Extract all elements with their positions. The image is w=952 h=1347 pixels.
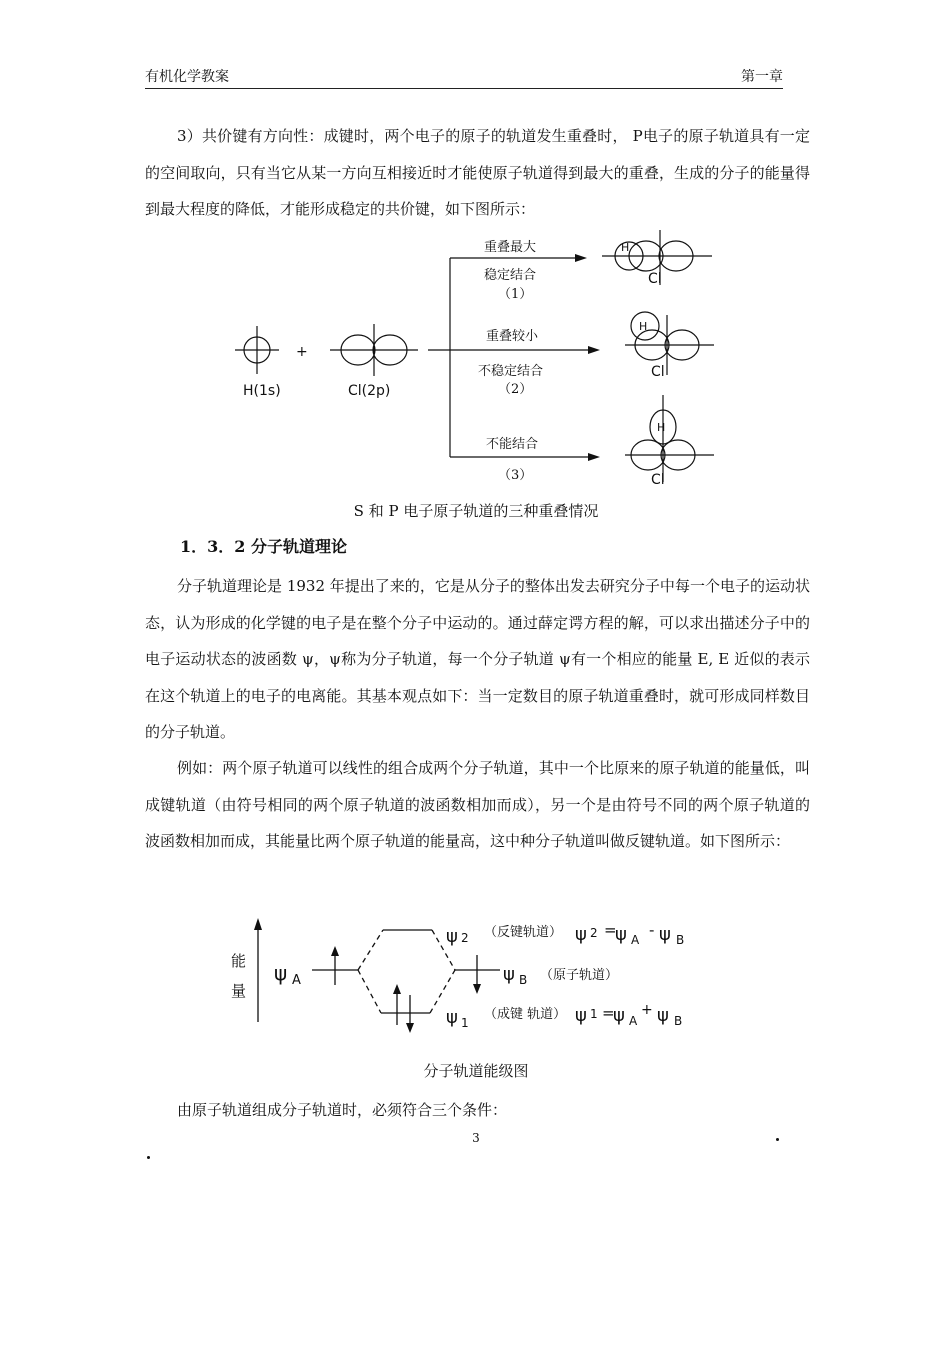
svg-text:B: B: [674, 1014, 683, 1028]
svg-text:=: =: [604, 921, 617, 939]
arrowhead-2: [588, 346, 600, 354]
psi-a-symbol: ψ: [274, 961, 288, 985]
page-dot-left: [147, 1156, 150, 1159]
psi-a-electron-up: [331, 946, 339, 956]
psi-2-symbol: ψ: [446, 926, 458, 947]
paragraph-mo-example: 例如：两个原子轨道可以线性的组合成两个分子轨道，其中一个比原来的原子轨道的能量低，叫成键轨道（由符号相同的两个原子轨道的波函数相加而成），另一个是由符号不同的两个原子轨道的波函数相加而成，其能量比两个原子轨道的能量高，这中种分子轨道叫做反键轨道。如下图所示：: [145, 759, 810, 850]
plus-sign: +: [296, 344, 308, 360]
eq2-psi: ψ: [575, 924, 587, 945]
svg-text:ψ: ψ: [615, 924, 627, 945]
psi-1-symbol: ψ: [446, 1007, 458, 1028]
psi-b-symbol: ψ: [503, 964, 515, 985]
result-3-h-label: H: [657, 421, 666, 434]
svg-text:B: B: [676, 933, 685, 947]
branch-2-bottom: 不稳定结合: [478, 364, 544, 379]
psi-1-electron-up: [393, 984, 401, 994]
branch-1-bottom: 稳定结合: [484, 268, 537, 283]
branch-3-num: （3）: [498, 468, 533, 483]
svg-text:B: B: [519, 973, 528, 987]
mo-energy-diagram: [0, 910, 952, 1050]
result-2-cl-label: Cl: [651, 364, 665, 380]
psi-1-electron-down: [406, 1023, 414, 1033]
energy-axis-arrowhead: [254, 918, 262, 930]
psi-b-electron-down: [473, 984, 481, 994]
page-header: [145, 64, 783, 89]
svg-text:+: +: [641, 1002, 653, 1018]
paragraph-directionality: 3）共价键有方向性：成键时，两个电子的原子的轨道发生重叠时， P电子的原子轨道具有一定的空间取向，只有当它从某一方向互相接近时才能使原子轨道得到最大的重叠，生成的分子的能量得到最大程度的降低，才能形成稳定的共价键，如下图所示：: [145, 127, 810, 218]
antibonding-label: （反键轨道）: [484, 925, 563, 940]
svg-text:1: 1: [461, 1016, 469, 1030]
svg-text:A: A: [292, 973, 301, 988]
cl-2p-orbital: [330, 324, 418, 376]
page-dot-right: [776, 1138, 779, 1141]
svg-text:1: 1: [590, 1007, 598, 1021]
branch-2-num: （2）: [498, 382, 533, 397]
result-2-h-label: H: [639, 320, 648, 333]
svg-text:ψ: ψ: [657, 1005, 669, 1026]
paragraph-mo-theory: 分子轨道理论是 1932 年提出了来的，它是从分子的整体出发去研究分子中每一个电子的运动状态，认为形成的化学键的电子是在整个分子中运动的。通过薛定谔方程的解，可以求出描述分子中的电子运动状态的波函数 ψ，ψ称为分子轨道，每一个分子轨道 ψ有一个相应的能量 E, E 近似的表示在这个轨道上的电子的电离能。其基本观点如下：当一定数目的原子轨道重叠时，就可形成同样数目的分子轨道。: [145, 577, 810, 741]
arrowhead-3: [588, 453, 600, 461]
svg-text:2: 2: [590, 926, 598, 940]
figure-1-caption: S 和 P 电子原子轨道的三种重叠情况: [353, 502, 599, 520]
svg-text:-: -: [649, 921, 655, 939]
eq1-psi: ψ: [575, 1005, 587, 1026]
result-1-cl-label: Cl: [648, 271, 662, 287]
page-number: 3: [472, 1131, 480, 1145]
energy-label-1: 能: [231, 952, 247, 970]
figure-2-caption: 分子轨道能级图: [423, 1062, 529, 1080]
result-3-cl-label: Cl: [651, 472, 665, 488]
atomic-orbital-label: （原子轨道）: [540, 968, 619, 983]
svg-text:2: 2: [461, 931, 469, 945]
branch-1-top: 重叠最大: [484, 240, 537, 255]
orbital-overlap-figure: [0, 230, 952, 490]
branch-1-num: （1）: [498, 287, 533, 302]
svg-text:A: A: [631, 933, 640, 947]
svg-text:ψ: ψ: [613, 1005, 625, 1026]
svg-text:A: A: [629, 1014, 638, 1028]
paragraph-conditions: 由原子轨道组成分子轨道时，必须符合三个条件：: [177, 1101, 508, 1119]
header-course-title: 有机化学教案: [145, 69, 229, 85]
section-title: 1．3．2 分子轨道理论: [180, 537, 347, 556]
arrowhead-1: [575, 254, 587, 262]
energy-label-2: 量: [231, 982, 247, 1000]
branch-2-top: 重叠较小: [486, 329, 539, 344]
h-1s-orbital: [235, 326, 279, 374]
cl-2p-label: Cl(2p): [348, 383, 391, 399]
svg-text:=: =: [602, 1004, 615, 1022]
bonding-label: （成键 轨道）: [484, 1007, 567, 1022]
overlap-result-3: [625, 395, 714, 482]
header-chapter: 第一章: [741, 69, 783, 85]
result-1-h-label: H: [621, 241, 630, 254]
h-1s-label: H(1s): [243, 383, 281, 399]
branch-3-top: 不能结合: [486, 437, 539, 452]
svg-text:ψ: ψ: [659, 924, 671, 945]
